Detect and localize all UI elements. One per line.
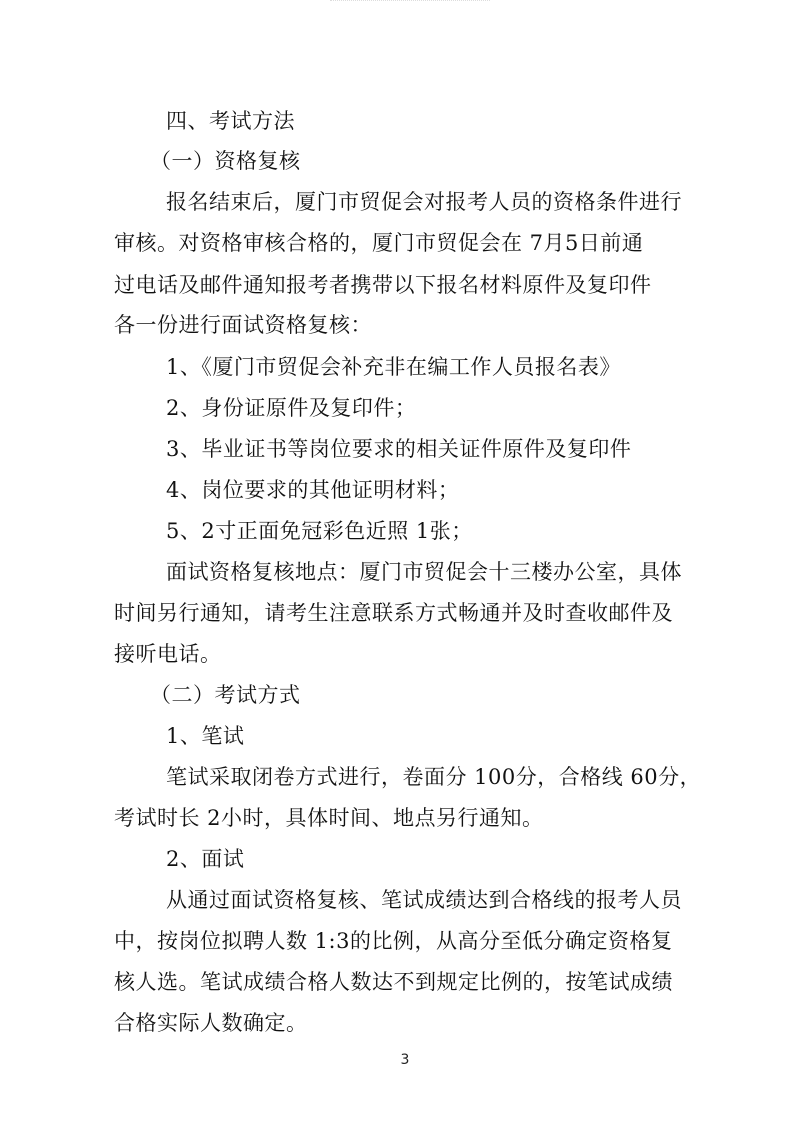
subsection-heading: （二）考试方式: [150, 683, 301, 707]
list-item: 5、2寸正面免冠彩色近照 1张；: [166, 519, 473, 543]
paragraph-line: 面试资格复核地点：厦门市贸促会十三楼办公室，具体: [166, 560, 682, 584]
paragraph-line: 报名结束后，厦门市贸促会对报考人员的资格条件进行: [166, 190, 682, 214]
paragraph-line: 合格实际人数确定。: [114, 1011, 308, 1035]
list-item: 2、身份证原件及复印件；: [166, 396, 417, 420]
item-heading: 2、面试: [166, 847, 245, 871]
paragraph-line: 时间另行通知，请考生注意联系方式畅通并及时查收邮件及: [114, 601, 673, 625]
item-heading: 1、笔试: [166, 724, 245, 748]
section-heading: 四、考试方法: [166, 109, 295, 133]
list-item: 1、《厦门市贸促会补充非在编工作人员报名表》: [166, 355, 621, 379]
page-number: 3: [400, 1052, 410, 1068]
scan-artifact: [330, 0, 490, 7]
paragraph-line: 审核。对资格审核合格的，厦门市贸促会在 7月5日前通: [114, 231, 644, 255]
paragraph-line: 考试时长 2小时，具体时间、地点另行通知。: [114, 806, 544, 830]
paragraph-line: 接听电话。: [114, 642, 222, 666]
paragraph-line: 笔试采取闭卷方式进行，卷面分 100分，合格线 60分，: [166, 765, 702, 789]
list-item: 4、岗位要求的其他证明材料；: [166, 478, 460, 502]
paragraph-line: 过电话及邮件通知报考者携带以下报名材料原件及复印件: [114, 273, 652, 297]
paragraph-line: 核人选。笔试成绩合格人数达不到规定比例的，按笔试成绩: [114, 970, 673, 994]
paragraph-line: 中，按岗位拟聘人数 1:3的比例，从高分至低分确定资格复: [114, 929, 673, 953]
subsection-heading: （一）资格复核: [150, 149, 301, 173]
paragraph-line: 从通过面试资格复核、笔试成绩达到合格线的报考人员: [166, 888, 682, 912]
list-item: 3、毕业证书等岗位要求的相关证件原件及复印件: [166, 437, 632, 461]
paragraph-line: 各一份进行面试资格复核：: [114, 313, 372, 337]
